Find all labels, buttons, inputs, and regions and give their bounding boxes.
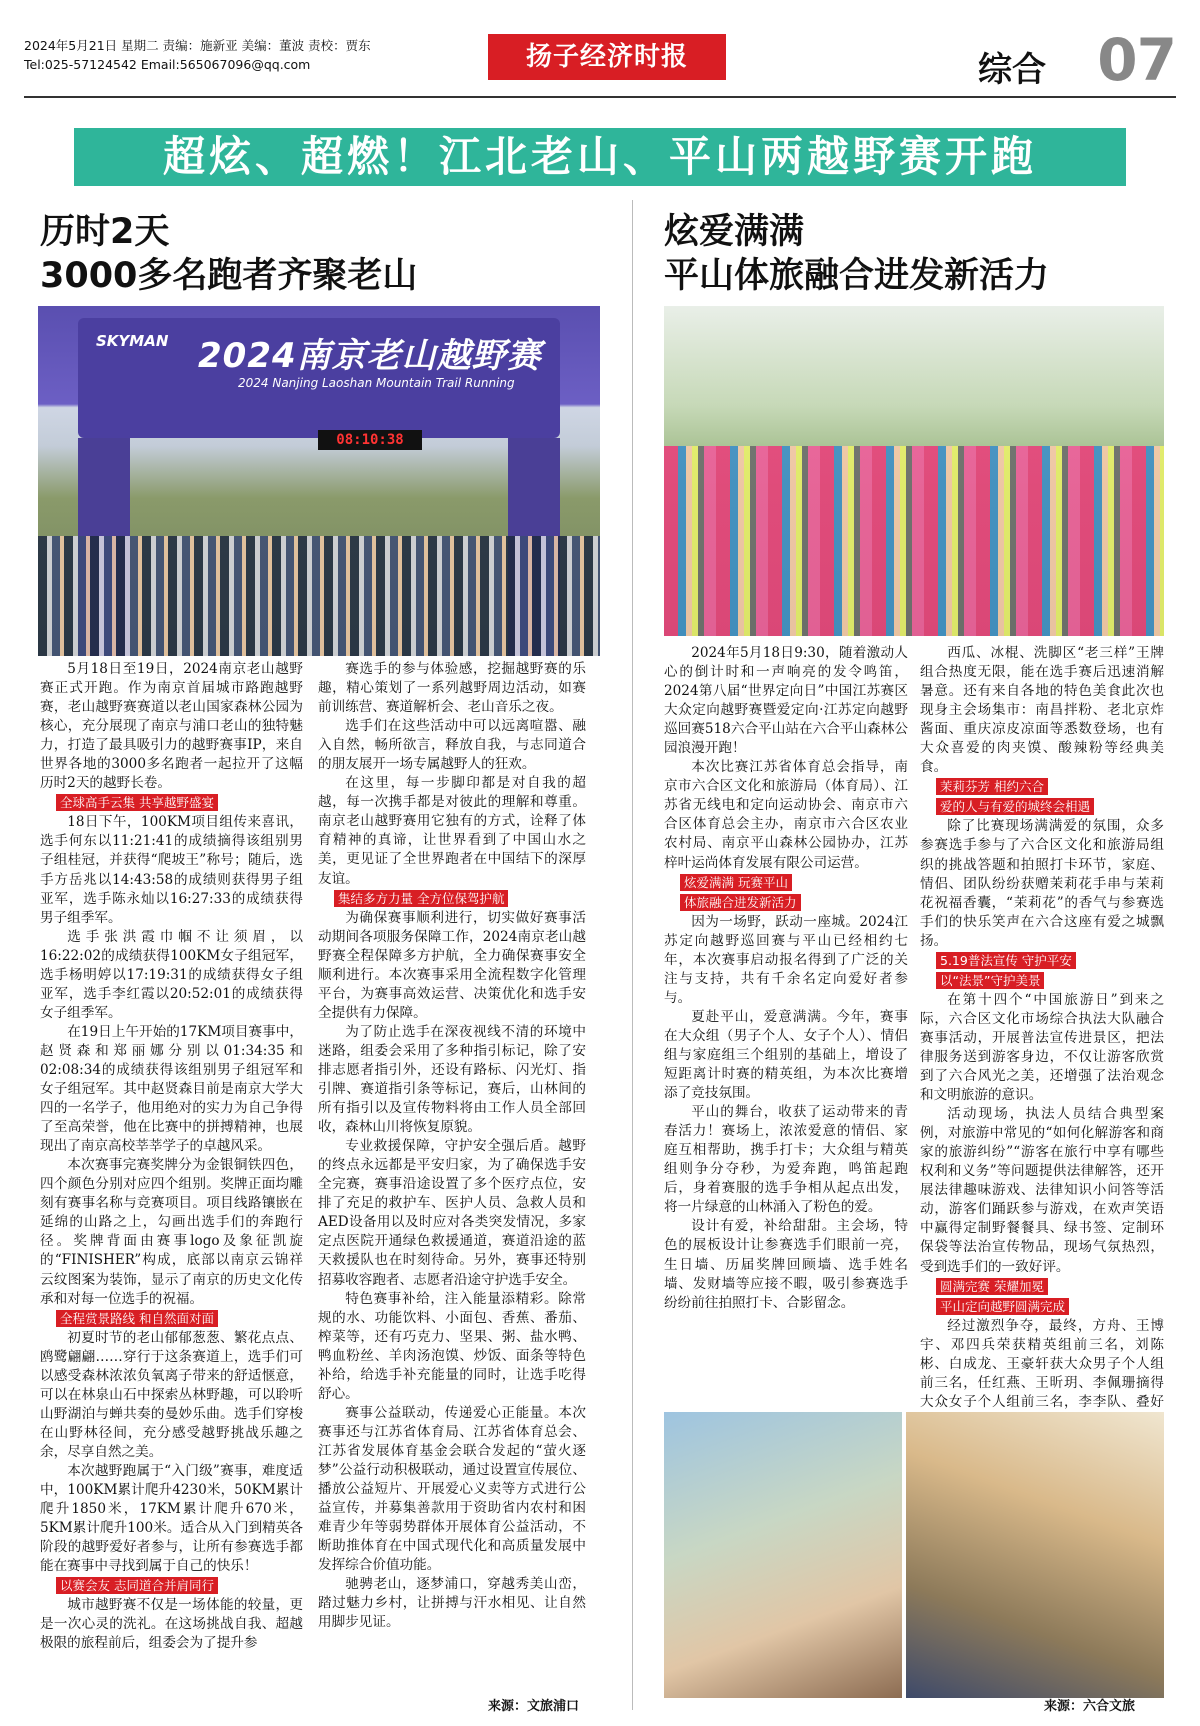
subhead-label: 茉莉芬芳 相约六合 — [936, 778, 1048, 795]
subhead — [40, 793, 303, 813]
paragraph: 在这里，每一步脚印都是对自我的超越，每一次携手都是对彼此的理解和尊重。南京老山越野赛用它独有的方式，诠释了体育精神的真谛，让世界看到了中国山水之美，更见证了全世界跑者在中国结下的深厚友谊。 — [318, 775, 586, 887]
paragraph: 除了比赛现场满满爱的氛围，众多参赛选手参与了六合区文化和旅游局组织的挑战答题和拍照打卡环节，家庭、情侣、团队纷纷获赠茉莉花手串与茉莉花祝福香囊，“茉莉花”的香气与参赛选手们的快乐笑声在六合这座有爱之城飘扬。 — [920, 818, 1164, 949]
pingshan-runners-photo — [664, 306, 1164, 636]
subhead-label: 圆满完赛 荣耀加冕 — [936, 1278, 1048, 1295]
paragraph: 5月18日至19日，2024南京老山越野赛正式开跑。作为南京首届城市路跑越野赛，老山越野赛赛道以老山国家森林公园为核心，充分展现了南京与浦口老山的独特魅力，打造了最具吸引力的越野赛事IP，来自世界各地的3000多名跑者一起拉开了这幅历时2天的越野长卷。 — [40, 661, 303, 792]
right-article-headline — [664, 210, 1049, 298]
left-article-column-2 — [318, 660, 586, 1632]
subhead-label: 爱的人与有爱的城终会相遇 — [936, 798, 1094, 815]
subhead-label: 5.19普法宣传 守护平安 — [936, 952, 1076, 969]
paragraph: 本次越野跑属于“入门级”赛事，难度适中，100KM累计爬升4230米，50KM累计爬升1850米，17KM累计爬升670米，5KM累计爬升100米。适合从入门到精英各阶段的越野爱好者参与，让所有参赛选手都能在赛事中寻找到属于自己的快乐！ — [40, 1462, 303, 1575]
left-article-headline — [40, 210, 417, 298]
masthead-info-line1: 2024年5月21日 星期二 责编：施新亚 美编：董波 责校：贾东 — [24, 38, 371, 53]
section-name: 综合 — [978, 50, 1046, 90]
page-banner-headline: 超炫、超燃！江北老山、平山两越野赛开跑 — [74, 128, 1126, 186]
masthead-rule — [24, 96, 1176, 98]
subhead — [920, 951, 1164, 971]
subhead-label: 平山定向越野圆满完成 — [936, 1298, 1069, 1315]
paragraph: 本次比赛江苏省体育总会指导，南京市六合区文化和旅游局（体育局）、江苏省无线电和定向运动协会、南京市六合区体育总会主办，南京市六合区农业农村局、南京平山森林公园协办，江苏梓叶运尚体育发展有限公司运营。 — [664, 759, 908, 871]
column-divider — [632, 200, 633, 1710]
paragraph: 在19日上午开始的17KM项目赛事中，赵贤森和郑丽娜分别以01:34:35和02:08:34的成绩获得该组别男子组冠军和女子组冠军。其中赵贤森目前是南京大学大四的一名学子，他用绝对的实力为自己争得了至高荣誉，他在比赛中的拼搏精神，也展现出了南京高校莘莘学子的卓越风采。 — [40, 1023, 303, 1155]
masthead-info-line2: Tel:025-57124542 Email:565067096@qq.com — [24, 57, 311, 72]
laoshan-race-start-photo — [38, 306, 600, 656]
jasmine-bracelet-photo — [906, 1412, 1164, 1698]
subhead-label: 全球高手云集 共享越野盛宴 — [56, 794, 218, 811]
race-clock: 08:10:38 — [318, 430, 422, 450]
page-number: 07 — [1097, 26, 1176, 94]
paragraph: 赛选手的参与体验感，挖掘越野赛的乐趣，精心策划了一系列越野周边活动，如赛前训练营、赛道解析会、老山音乐之夜。 — [318, 661, 586, 716]
paragraph: 为确保赛事顺利进行，切实做好赛事活动期间各项服务保障工作，2024南京老山越野赛全程保障多方护航，全力确保赛事安全顺利进行。本次赛事采用全流程数字化管理平台，为赛事高效运营、决策优化和选手安全提供有力保障。 — [318, 909, 586, 1021]
masthead-info — [24, 36, 371, 74]
right-headline-line2: 平山体旅融合进发新活力 — [664, 256, 1050, 296]
right-headline-line1: 炫爱满满 — [664, 212, 805, 252]
paragraph: 因为一场野，跃动一座城。2024江苏定向越野巡回赛与平山已经相约七年，本次赛事启动报名得到了广泛的关注与支持，共有千余名定向爱好者参与。 — [664, 913, 908, 1006]
subhead-label: 炫爱满满 玩赛平山 — [680, 874, 792, 891]
subhead — [920, 1277, 1164, 1297]
arch-brand-text: SKYMAN — [96, 332, 169, 350]
paragraph: 设计有爱，补给甜甜。主会场，特色的展板设计让参赛选手们眼前一亮，生日墙、历届奖牌回顾墙、选手姓名墙、发财墙等应接不暇，吸引参赛选手纷纷前往拍照打卡、合影留念。 — [664, 1218, 908, 1311]
paragraph: 选手们在这些活动中可以远离喧嚣、融入自然，畅所欲言，释放自我，与志同道合的朋友展开一场专属越野人的狂欢。 — [318, 718, 586, 773]
left-article-column-1 — [40, 660, 303, 1653]
subhead — [920, 1297, 1164, 1317]
law-enforcement-activity-photo — [664, 1412, 902, 1698]
subhead-label: 体旅融合进发新活力 — [680, 894, 801, 911]
paragraph: 在第十四个“中国旅游日”到来之际，六合区文化市场综合执法大队融合赛事活动，开展普法宣传进景区，把法律服务送到游客身边，不仅让游客欣赏到了六合风光之美，还增强了法治观念和文明旅游的意识。 — [920, 991, 1164, 1104]
masthead — [24, 26, 1176, 94]
subhead — [40, 1576, 303, 1596]
paragraph: 2024年5月18日9:30，随着激动人心的倒计时和一声响亮的发令鸣笛，2024第八届“世界定向日”中国江苏赛区大众定向越野赛暨爱定向·江苏定向越野巡回赛518六合平山站在六合平山森林公园浪漫开跑！ — [664, 645, 908, 757]
paragraph: 城市越野赛不仅是一场体能的较量，更是一次心灵的洗礼。在这场挑战自我、超越极限的旅程前后，组委会为了提升参 — [40, 1597, 303, 1652]
paragraph: 经过激烈争夺，最终，方舟、王博宇、邓四兵荣获精英组前三名，刘陈彬、白成龙、王豪轩获大众男子个人组前三名，任红燕、王昕玥、李佩珊摘得大众女子个人组前三名，李李队、叠好 — [920, 1317, 1164, 1410]
left-headline-line1: 历时2天 — [40, 212, 170, 252]
paragraph: 本次赛事完赛奖牌分为金银铜铁四色，四个颜色分别对应四个组别。奖牌正面均雕刻有赛事名称与竞赛项目。项目线路镶嵌在延绵的山路之上，勾画出选手们的奔跑行径。奖牌背面由赛事logo及象征凯旋的“FINISHER”构成，底部以南京云锦祥云纹图案为装饰，显示了南京的历史文化传承和对每一位选手的祝福。 — [40, 1157, 303, 1307]
arch-title-text: 2024南京老山越野赛 — [198, 336, 542, 376]
paragraph: 西瓜、冰棍、洗脚区“老三样”王牌组合热度无限，能在选手赛后迅速消解暑意。还有来自各地的特色美食此次也现身主会场集市：南昌拌粉、老北京炸酱面、重庆凉皮凉面等悉数登场，也有大众喜爱的肉夹馍、酸辣粉等经典美食。 — [920, 645, 1164, 776]
left-headline-line2: 3000多名跑者齐聚老山 — [40, 256, 418, 296]
paragraph: 专业救援保障，守护安全强后盾。越野的终点永远都是平安归家，为了确保选手安全完赛，赛事沿途设置了多个医疗点位，安排了充足的救护车、医护人员、急救人员和AED设备用以及时应对各类突发情况，多家定点医院开通绿色救援通道，赛道沿途的蓝天救援队也在时刻待命。另外，赛事还特别招募收容跑者、志愿者沿途守护选手安全。 — [318, 1138, 586, 1288]
left-article-source: 来源：文旅浦口 — [488, 1699, 580, 1714]
paragraph: 为了防止选手在深夜视线不清的环境中迷路，组委会采用了多种指引标记，除了安排志愿者指引外，还设有路标、闪光灯、指引牌、赛道指引条等标记，赛后，山林间的所有指引以及宣传物料将由工作人员全部回收，森林山川将恢复原貌。 — [318, 1023, 586, 1136]
subhead — [920, 797, 1164, 817]
paragraph: 驰骋老山，逐梦浦口，穿越秀美山峦，踏过魅力乡村，让拼搏与汗水相见、让自然用脚步见证。 — [318, 1576, 586, 1631]
paragraph: 活动现场，执法人员结合典型案例，对旅游中常见的“如何化解游客和商家的旅游纠纷”“游客在旅行中享有哪些权利和义务”等问题提供法律解答，还开展法律趣味游戏、法律知识小问答等活动，游客们踊跃参与游戏，在欢声笑语中赢得定制野餐餐具、绿书签、定制环保袋等法治宣传物品，现场气氛热烈，受到选手们的一致好评。 — [920, 1106, 1164, 1275]
paragraph: 特色赛事补给，注入能量添精彩。除常规的水、功能饮料、小面包、香蕉、番茄、榨菜等，还有巧克力、坚果、粥、盐水鸭、鸭血粉丝、羊肉汤泡馍、炒饭、面条等特色补给，给选手补充能量的同时，让选手吃得舒心。 — [318, 1290, 586, 1402]
runners-crowd — [664, 446, 1164, 636]
paragraph: 初夏时节的老山郁郁葱葱、繁花点点、鸥鹭翩翩……穿行于这条赛道上，选手们可以感受森林浓浓负氧离子带来的舒适惬意，可以在林泉山石中探索丛林野趣，可以聆听山野湖泊与蝉共奏的曼妙乐曲。选手们穿梭在山野林径间，充分感受越野挑战乐趣之余，尽享自然之美。 — [40, 1329, 303, 1460]
right-article-source: 来源：六合文旅 — [1044, 1699, 1136, 1714]
subhead-label: 以赛会友 志同道合并肩同行 — [56, 1577, 218, 1594]
paragraph: 选手张洪霞巾帼不让须眉，以16:22:02的成绩获得100KM女子组冠军，选手杨明婷以17:19:31的成绩获得女子组亚军，选手李红霞以20:52:01的成绩获得女子组季军。 — [40, 928, 303, 1021]
paragraph: 夏赴平山，爱意满满。今年，赛事在大众组（男子个人、女子个人）、情侣组与家庭组三个组别的基础上，增设了短距离计时赛的精英组，为本次比赛增添了竞技氛围。 — [664, 1008, 908, 1102]
subhead-label: 集结多方力量 全方位保驾护航 — [334, 890, 508, 907]
right-article-column-1 — [664, 644, 908, 1313]
newspaper-logo: 扬子经济时报 — [488, 34, 726, 80]
subhead-label: 以“法景”守护美景 — [936, 972, 1044, 989]
paragraph: 18日下午，100KM项目组传来喜讯，选手何东以11:21:41的成绩摘得该组别男子组桂冠，并获得“爬坡王”称号；随后，选手方岳兆以14:43:58的成绩则获得男子组亚军，选手陈永灿以16:27:33的成绩获得男子组季军。 — [40, 814, 303, 926]
subhead — [318, 889, 586, 909]
subhead — [664, 873, 908, 893]
subhead — [40, 1309, 303, 1329]
paragraph: 赛事公益联动，传递爱心正能量。本次赛事还与江苏省体育局、江苏省体育总会、江苏省发展体育基金会联合发起的“萤火逐梦”公益行动积极联动，通过设置宣传展位、播放公益短片、开展爱心义卖等方式进行公益宣传，并募集善款用于资助省内农村和困难青少年等弱势群体开展体育公益活动，不断助推体育在中国式现代化和高质量发展中发挥综合价值功能。 — [318, 1404, 586, 1574]
arch-subtitle-text: 2024 Nanjing Laoshan Mountain Trail Running — [238, 376, 515, 390]
runners-crowd — [38, 536, 600, 656]
subhead — [920, 971, 1164, 991]
paragraph: 平山的舞台，收获了运动带来的青春活力！赛场上，浓浓爱意的情侣、家庭互相帮助，携手打卡；大众组与精英组则争分夺秒，为爱奔跑，鸣笛起跑后，身着赛服的选手争相从起点出发，将一片绿意的山林涌入了粉色的爱。 — [664, 1104, 908, 1216]
subhead-label: 全程赏景路线 和自然面对面 — [56, 1310, 218, 1327]
subhead — [920, 777, 1164, 797]
subhead — [664, 893, 908, 913]
